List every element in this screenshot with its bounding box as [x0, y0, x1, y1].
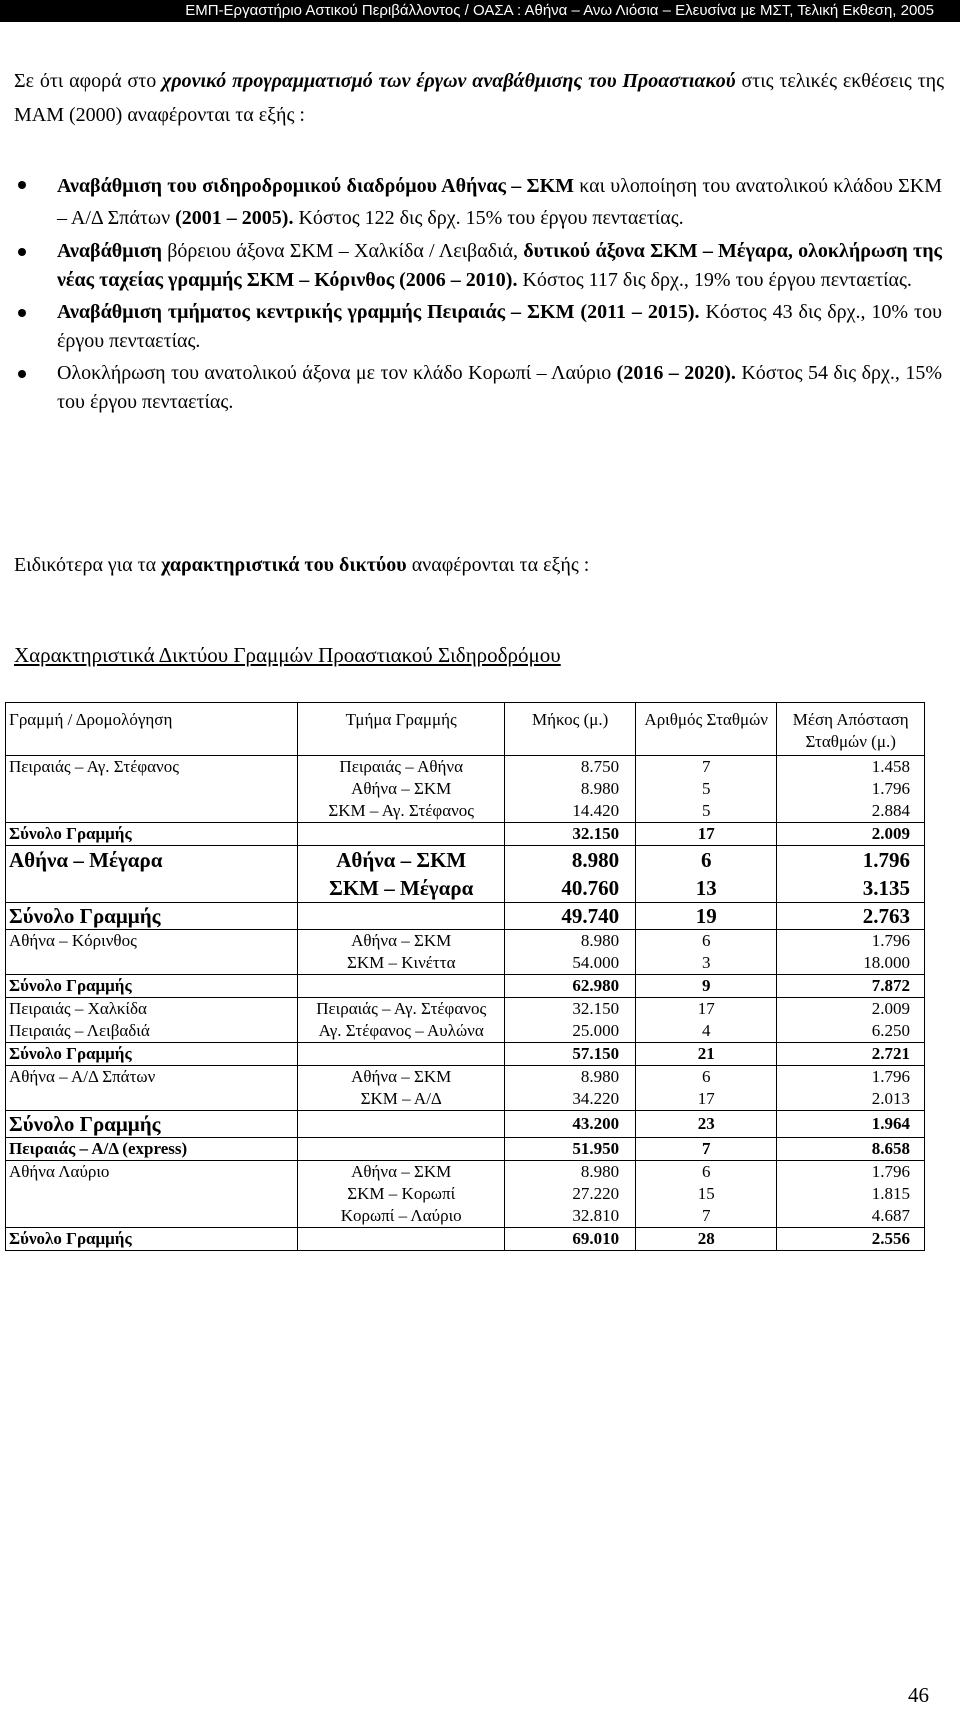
cell-line: Σύνολο Γραμμής [6, 1043, 298, 1066]
table-total-row [6, 975, 925, 998]
cell-stations: 7 5 5 [636, 756, 777, 823]
cell-avg: 1.796 3.135 [777, 846, 925, 903]
cell-length: 8.980 54.000 [505, 930, 636, 975]
cell-segment [298, 1043, 505, 1066]
cell-length: 57.150 [505, 1043, 636, 1066]
intro-text-1: Σε ότι αφορά στο [14, 70, 163, 92]
cell-avg: 2.556 [777, 1228, 925, 1251]
cell-segment [298, 1138, 505, 1161]
running-header: ΕΜΠ-Εργαστήριο Αστικού Περιβάλλοντος / ΟΑΣΑ : Αθήνα – Ανω Λιόσια – Ελευσίνα με ΜΣΤ, Τελική Εκθεση, 2005 [0, 0, 960, 22]
cell-segment: Αθήνα – ΣΚΜ ΣΚΜ – Α/Δ [298, 1066, 505, 1111]
cell-segment [298, 823, 505, 846]
intro-emphasis: χρονικό προγραμματισμό των έργων αναβάθμισης του Προαστιακού [162, 70, 736, 92]
cell-avg: 1.796 18.000 [777, 930, 925, 975]
network-table [5, 702, 925, 1251]
bullet-1-bold-2: (2001 – 2005). [175, 207, 294, 229]
cell-segment [298, 903, 505, 930]
bullet-1-text-2: Κόστος 122 δις δρχ. 15% του έργου πενταετίας. [293, 207, 684, 229]
cell-length: 8.980 34.220 [505, 1066, 636, 1111]
cell-avg: 2.009 [777, 823, 925, 846]
bullet-item-1 [0, 170, 960, 234]
page-number: 46 [908, 1683, 929, 1707]
cell-stations: 17 4 [636, 998, 777, 1043]
cell-avg: 2.763 [777, 903, 925, 930]
cell-stations: 6 3 [636, 930, 777, 975]
bullet-2-text-2: Κόστος 117 δις δρχ., 19% του έργου πενταετίας. [517, 269, 912, 291]
table-header-row [6, 703, 925, 756]
cell-stations: 21 [636, 1043, 777, 1066]
cell-line: Αθήνα – Κόρινθος [6, 930, 298, 975]
table-row [6, 1161, 925, 1228]
bullet-item-2 [0, 237, 960, 295]
cell-line: Σύνολο Γραμμής [6, 903, 298, 930]
cell-length: 8.980 40.760 [505, 846, 636, 903]
cell-length: 43.200 [505, 1111, 636, 1138]
header-avg-distance: Μέση Απόσταση Σταθμών (μ.) [777, 703, 925, 756]
cell-line: Αθήνα Λαύριο [6, 1161, 298, 1228]
cell-line: Σύνολο Γραμμής [6, 1228, 298, 1251]
cell-segment: Πειραιάς – Αγ. Στέφανος Αγ. Στέφανος – Αυλώνα [298, 998, 505, 1043]
header-stations: Αριθμός Σταθμών [636, 703, 777, 756]
cell-length: 32.150 [505, 823, 636, 846]
bullet-item-3 [0, 298, 960, 356]
cell-segment: Αθήνα – ΣΚΜ ΣΚΜ – Κινέττα [298, 930, 505, 975]
cell-stations: 28 [636, 1228, 777, 1251]
cell-length: 32.150 25.000 [505, 998, 636, 1043]
cell-line: Πειραιάς – Αγ. Στέφανος [6, 756, 298, 823]
intro-paragraph [14, 64, 944, 132]
bullet-2-bold-2: δυτικού άξονα ΣΚΜ – Μέγαρα, ολοκλήρωση της νέας ταχείας γραμμής ΣΚΜ – Κόρινθος (2006 – 2010). [57, 240, 942, 291]
bullet-4-text-2: Κόστος 54 δις δρχ., 15% του έργου πενταετίας. [57, 362, 942, 413]
table-row [6, 998, 925, 1043]
table-row [6, 930, 925, 975]
cell-length: 51.950 [505, 1138, 636, 1161]
cell-segment: Πειραιάς – Αθήνα Αθήνα – ΣΚΜ ΣΚΜ – Αγ. Στέφανος [298, 756, 505, 823]
bullet-3-bold-1: Αναβάθμιση τμήματος κεντρικής γραμμής Πειραιάς – ΣΚΜ (2011 – 2015). [57, 301, 700, 323]
bullet-2-bold-1: Αναβάθμιση [57, 240, 162, 262]
cell-avg: 1.796 2.013 [777, 1066, 925, 1111]
cell-stations: 6 15 7 [636, 1161, 777, 1228]
cell-length: 49.740 [505, 903, 636, 930]
header-segment: Τμήμα Γραμμής [298, 703, 505, 756]
cell-line: Αθήνα – Α/Δ Σπάτων [6, 1066, 298, 1111]
header-line: Γραμμή / Δρομολόγηση [6, 703, 298, 756]
cell-segment [298, 1228, 505, 1251]
cell-length: 8.980 27.220 32.810 [505, 1161, 636, 1228]
cell-line: Πειραιάς – Α/Δ (express) [6, 1138, 298, 1161]
cell-line: Πειραιάς – Χαλκίδα Πειραιάς – Λειβαδιά [6, 998, 298, 1043]
project-schedule-list [0, 170, 960, 420]
specifics-text-1: Ειδικότερα για τα [14, 554, 162, 576]
cell-segment: Αθήνα – ΣΚΜ ΣΚΜ – Μέγαρα [298, 846, 505, 903]
cell-line: Σύνολο Γραμμής [6, 975, 298, 998]
cell-line: Αθήνα – Μέγαρα [6, 846, 298, 903]
cell-stations: 17 [636, 823, 777, 846]
table-row [6, 756, 925, 823]
bullet-4-text-1: Ολοκλήρωση του ανατολικού άξονα με τον κλάδο Κορωπί – Λαύριο [57, 362, 617, 384]
table-total-row [6, 1138, 925, 1161]
specifics-paragraph [14, 548, 944, 582]
cell-stations: 23 [636, 1111, 777, 1138]
table-total-row [6, 823, 925, 846]
intro-text-3: στις τελικές εκθέσεις της ΜΑΜ (2000) αναφέρονται τα εξής : [14, 70, 944, 126]
cell-avg: 7.872 [777, 975, 925, 998]
header-length: Μήκος (μ.) [505, 703, 636, 756]
table-total-row [6, 1111, 925, 1138]
cell-avg: 2.009 6.250 [777, 998, 925, 1043]
cell-stations: 19 [636, 903, 777, 930]
bullet-item-4 [0, 359, 960, 417]
cell-stations: 6 13 [636, 846, 777, 903]
cell-length: 69.010 [505, 1228, 636, 1251]
bullet-3-text-1: Κόστος 43 δις δρχ., 10% του έργου πενταετίας. [57, 301, 942, 352]
specifics-text-3: αναφέρονται τα εξής : [406, 554, 590, 576]
table-total-row [6, 903, 925, 930]
table-total-row [6, 1228, 925, 1251]
cell-avg: 2.721 [777, 1043, 925, 1066]
cell-line: Σύνολο Γραμμής [6, 1111, 298, 1138]
table-row [6, 846, 925, 903]
cell-length: 62.980 [505, 975, 636, 998]
bullet-1-text-1: και υλοποίηση του ανατολικού κλάδου ΣΚΜ – Α/Δ Σπάτων [57, 175, 942, 229]
bullet-1-bold-1: Αναβάθμιση του σιδηροδρομικού διαδρόμου Αθήνας – ΣΚΜ [57, 175, 574, 197]
cell-segment [298, 1111, 505, 1138]
table-total-row [6, 1043, 925, 1066]
cell-stations: 9 [636, 975, 777, 998]
cell-avg: 8.658 [777, 1138, 925, 1161]
cell-length: 8.750 8.980 14.420 [505, 756, 636, 823]
specifics-emphasis: χαρακτηριστικά του δικτύου [161, 554, 407, 576]
cell-segment [298, 975, 505, 998]
cell-stations: 6 17 [636, 1066, 777, 1111]
cell-avg: 1.964 [777, 1111, 925, 1138]
cell-line: Σύνολο Γραμμής [6, 823, 298, 846]
bullet-4-bold-2: (2016 – 2020). [616, 362, 736, 384]
bullet-2-text-1: βόρειου άξονα ΣΚΜ – Χαλκίδα / Λειβαδιά, [161, 240, 524, 262]
table-row [6, 1066, 925, 1111]
cell-avg: 1.458 1.796 2.884 [777, 756, 925, 823]
cell-stations: 7 [636, 1138, 777, 1161]
cell-segment: Αθήνα – ΣΚΜ ΣΚΜ – Κορωπί Κορωπί – Λαύριο [298, 1161, 505, 1228]
table-title-text: Χαρακτηριστικά Δικτύου Γραμμών Προαστιακού Σιδηροδρόμου [14, 643, 561, 667]
cell-avg: 1.796 1.815 4.687 [777, 1161, 925, 1228]
table-title [14, 640, 561, 670]
